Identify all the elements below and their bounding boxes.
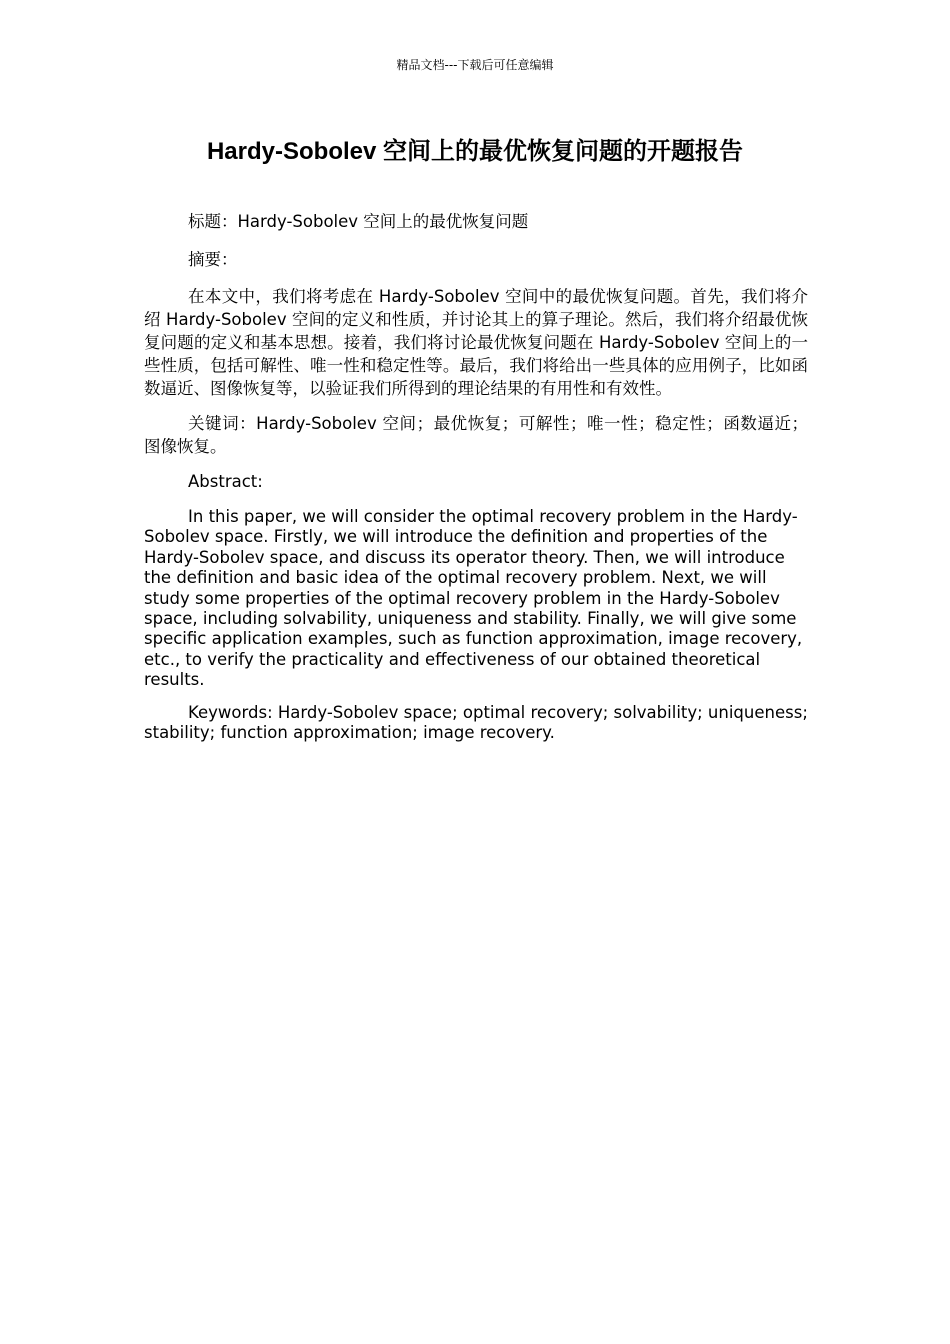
- title-line: 标题：Hardy-Sobolev 空间上的最优恢复问题: [188, 212, 529, 231]
- abstract-en-paragraph: In this paper, we will consider the optimal recovery problem in the Hardy-Sobolev space. Firstly, we will introduce the definition and properties of the Hardy-Sobolev space, and discuss its operator theory. Then, we will introduce the definition and basic idea of the optimal recovery problem. Next, we will study some properties of the optimal recovery problem in the Hardy-Sobolev space, including solvability, uniqueness and stability. Finally, we will give some specific application examples, such as function approximation, image recovery, etc., to verify the practicality and effectiveness of our obtained theoretical results.: [144, 507, 803, 690]
- keywords-en-paragraph: Keywords: Hardy-Sobolev space; optimal recovery; solvability; uniqueness; stability; function approximation; image recovery.: [144, 702, 808, 743]
- abstract-cn-label: 摘要：: [188, 250, 238, 269]
- document-body: [144, 210, 808, 755]
- abstract-cn-paragraph: 在本文中，我们将考虑在 Hardy-Sobolev 空间中的最优恢复问题。首先，我们将介绍 Hardy-Sobolev 空间的定义和性质，并讨论其上的算子理论。然后，我们将介绍最优恢复问题的定义和基本思想。接着，我们将讨论最优恢复问题在 Hardy-Sobolev 空间上的一些性质，包括可解性、唯一性和稳定性等。最后，我们将给出一些具体的应用例子，比如函数逼近、图像恢复等，以验证我们所得到的理论结果的有用性和有效性。: [144, 287, 808, 398]
- document-title: Hardy-Sobolev 空间上的最优恢复问题的开题报告: [206, 138, 744, 165]
- keywords-cn-paragraph: 关键词：Hardy-Sobolev 空间；最优恢复；可解性；唯一性；稳定性；函数逼近；图像恢复。: [144, 414, 808, 456]
- header-note: 精品文档---下载后可任意编辑: [396, 58, 554, 72]
- abstract-en-label: Abstract:: [188, 472, 263, 491]
